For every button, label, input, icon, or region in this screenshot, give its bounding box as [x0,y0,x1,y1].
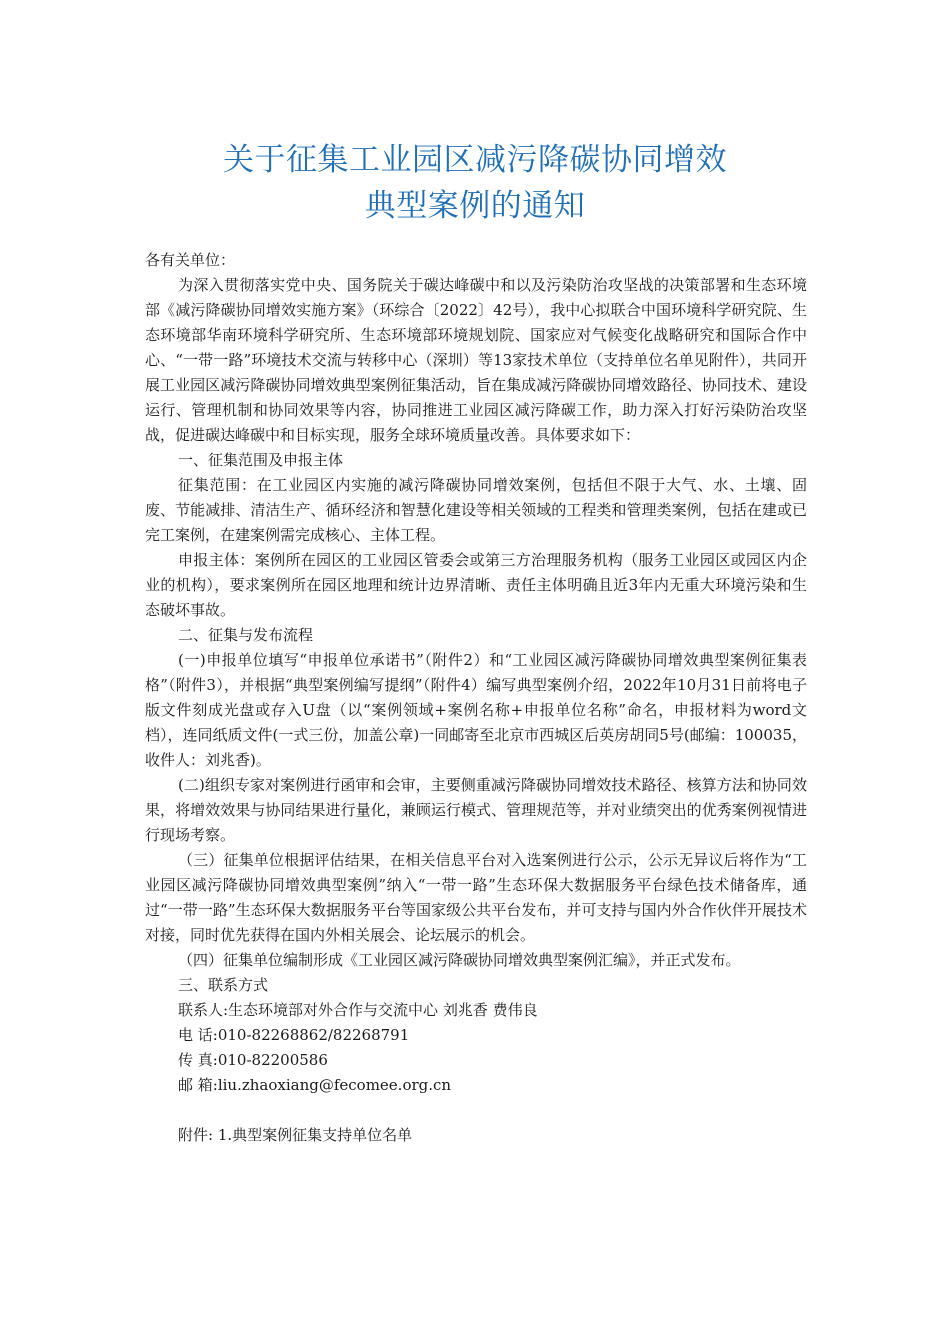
document-title-line1: 关于征集工业园区减污降碳协同增效 [223,142,727,178]
section2-item-2: (二)组织专家对案例进行函审和会审，主要侧重减污降碳协同增效技术路径、核算方法和协同效果，将增效效果与协同结果进行量化，兼顾运行模式、管理规范等，并对业绩突出的优秀案例视情进行现场考察。 [145,776,807,844]
contact-phone: 电 话:010-82268862/82268791 [178,1026,410,1044]
contact-email: 邮 箱:liu.zhaoxiang@fecomee.org.cn [178,1076,452,1094]
document-body [145,248,807,1148]
section2-item-3: （三）征集单位根据评估结果，在相关信息平台对入选案例进行公示，公示无异议后将作为“工业园区减污降碳协同增效典型案例”纳入“一带一路”生态环保大数据服务平台绿色技术储备库，通过“一带一路”生态环保大数据服务平台等国家级公共平台发布，并可支持与国内外合作伙伴开展技术对接，同时优先获得在国内外相关展会、论坛展示的机会。 [145,851,807,944]
contact-fax: 传 真:010-82200586 [178,1051,328,1069]
section2-heading: 二、征集与发布流程 [178,626,314,644]
intro-paragraph: 为深入贯彻落实党中央、国务院关于碳达峰碳中和以及污染防治攻坚战的决策部署和生态环境部《减污降碳协同增效实施方案》（环综合〔2022〕42号），我中心拟联合中国环境科学研究院、生态环境部华南环境科学研究所、生态环境部环境规划院、国家应对气候变化战略研究和国际合作中心、“一带一路”环境技术交流与转移中心（深圳）等13家技术单位（支持单位名单见附件），共同开展工业园区减污降碳协同增效典型案例征集活动，旨在集成减污降碳协同增效路径、协同技术、建设运行、管理机制和协同效果等内容，协同推进工业园区减污降碳工作，助力深入打好污染防治攻坚战，促进碳达峰碳中和目标实现，服务全球环境质量改善。具体要求如下： [145,276,807,444]
section1-subject: 申报主体：案例所在园区的工业园区管委会或第三方治理服务机构（服务工业园区或园区内企业的机构），要求案例所在园区地理和统计边界清晰、责任主体明确且近3年内无重大环境污染和生态破坏事故。 [145,551,807,619]
spacer [145,1098,807,1123]
contact-person: 联系人:生态环境部对外合作与交流中心 刘兆香 费伟良 [178,1001,538,1019]
document-title-line2: 典型案例的通知 [364,188,586,224]
section1-scope: 征集范围：在工业园区内实施的减污降碳协同增效案例，包括但不限于大气、水、土壤、固废、节能减排、清洁生产、循环经济和智慧化建设等相关领域的工程类和管理类案例，包括在建或已完工案例，在建案例需完成核心、主体工程。 [145,476,807,544]
salutation: 各有关单位： [145,251,236,269]
section3-heading: 三、联系方式 [178,976,269,994]
section2-item-1: (一)申报单位填写“申报单位承诺书”（附件2）和“工业园区减污降碳协同增效典型案例征集表格”（附件3），并根据“典型案例编写提纲”（附件4）编写典型案例介绍，2022年10月31日前将电子版文件刻成光盘或存入U盘（以“案例领域+案例名称+申报单位名称”命名，申报材料为word文档），连同纸质文件(一式三份，加盖公章)一同邮寄至北京市西城区后英房胡同5号(邮编：100035，收件人：刘兆香)。 [145,651,807,769]
attachment-line: 附件: 1.典型案例征集支持单位名单 [178,1126,413,1144]
section2-item-4: （四）征集单位编制形成《工业园区减污降碳协同增效典型案例汇编》，并正式发布。 [178,951,741,969]
section1-heading: 一、征集范围及申报主体 [178,451,344,469]
